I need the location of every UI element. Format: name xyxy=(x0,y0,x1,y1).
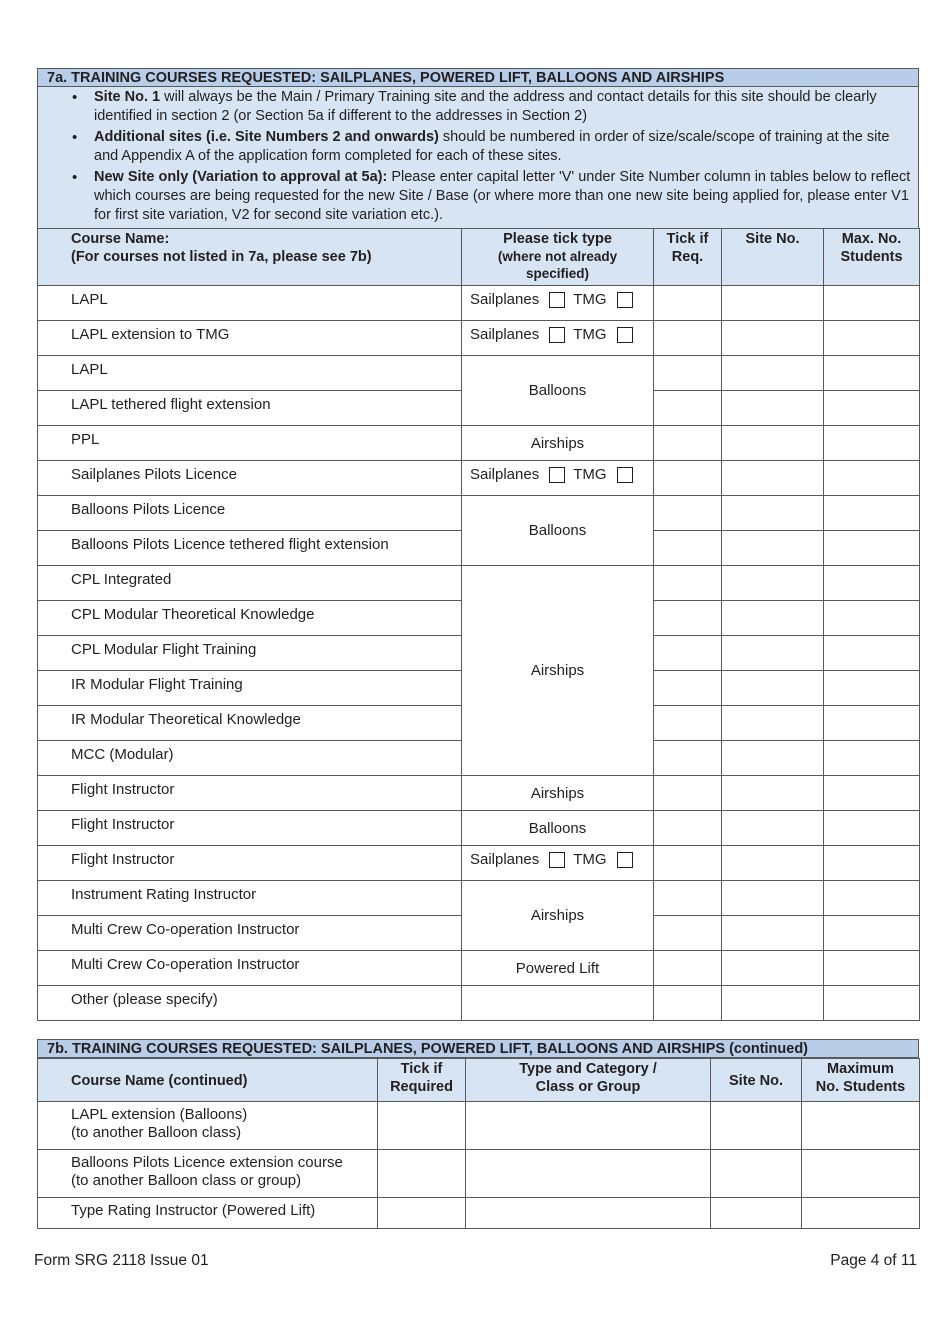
course-name: Instrument Rating Instructor xyxy=(38,881,462,916)
max-students-cell[interactable] xyxy=(824,881,920,916)
tick-cell[interactable] xyxy=(654,461,722,496)
tick-cell[interactable] xyxy=(654,951,722,986)
type-label: Airships xyxy=(462,776,654,811)
site-cell[interactable] xyxy=(722,846,824,881)
tick-cell[interactable] xyxy=(654,566,722,601)
section-7a-notes xyxy=(37,87,919,228)
site-cell[interactable] xyxy=(722,986,824,1021)
max-students-cell[interactable] xyxy=(824,286,920,321)
table-row xyxy=(38,321,920,356)
table-row xyxy=(38,461,920,496)
max-students-cell[interactable] xyxy=(824,426,920,461)
tick-cell[interactable] xyxy=(654,286,722,321)
max-students-header: Max. No. Students xyxy=(824,229,920,286)
course-name: Other (please specify) xyxy=(38,986,462,1021)
tmg-checkbox[interactable] xyxy=(617,292,633,308)
course-name: CPL Modular Theoretical Knowledge xyxy=(38,601,462,636)
max-students-cell[interactable] xyxy=(824,916,920,951)
tick-cell[interactable] xyxy=(654,671,722,706)
course-name: Multi Crew Co-operation Instructor xyxy=(38,916,462,951)
site-cell[interactable] xyxy=(722,426,824,461)
course-name: MCC (Modular) xyxy=(38,741,462,776)
note-site-1: • Site No. 1 will always be the Main / Primary Training site and the address and contact details for this site should be clearly identified in section 2 (or Section 5a if different to the addresses in Section 2) xyxy=(94,88,914,126)
course-name: Sailplanes Pilots Licence xyxy=(38,461,462,496)
type-category-cell[interactable] xyxy=(466,1102,711,1150)
type-options: Sailplanes TMG xyxy=(462,286,654,321)
max-students-cell[interactable] xyxy=(824,391,920,426)
tick-header: Tick if Required xyxy=(378,1059,466,1102)
site-cell[interactable] xyxy=(722,881,824,916)
max-students-cell[interactable] xyxy=(824,531,920,566)
note-new-site: • New Site only (Variation to approval at 5a): Please enter capital letter 'V' under Site Number column in tables below to reflect which courses are being requested for the new Site / Base (or where more than one new site being applied for, please enter V1 for first site variation, V2 for second site variation etc.). xyxy=(94,168,914,225)
type-label: Airships xyxy=(462,566,654,776)
course-name: CPL Integrated xyxy=(38,566,462,601)
type-label: Airships xyxy=(462,426,654,461)
max-students-cell[interactable] xyxy=(824,356,920,391)
site-cell[interactable] xyxy=(711,1102,802,1150)
max-students-cell[interactable] xyxy=(824,671,920,706)
course-name: IR Modular Flight Training xyxy=(38,671,462,706)
site-header: Site No. xyxy=(711,1059,802,1102)
type-category-header: Type and Category / Class or Group xyxy=(466,1059,711,1102)
type-header: Please tick type (where not already specified) xyxy=(462,229,654,286)
tick-cell[interactable] xyxy=(654,531,722,566)
tick-cell[interactable] xyxy=(654,706,722,741)
max-students-cell[interactable] xyxy=(824,846,920,881)
table-row xyxy=(38,881,920,916)
course-name: Balloons Pilots Licence tethered flight extension xyxy=(38,531,462,566)
type-label: Balloons xyxy=(462,356,654,426)
site-cell[interactable] xyxy=(711,1150,802,1198)
type-options: Sailplanes TMG xyxy=(462,321,654,356)
tick-cell[interactable] xyxy=(378,1102,466,1150)
form-id: Form SRG 2118 Issue 01 xyxy=(34,1252,209,1269)
table-row xyxy=(38,846,920,881)
tmg-checkbox[interactable] xyxy=(617,327,633,343)
type-cell[interactable] xyxy=(462,986,654,1021)
course-name: Balloons Pilots Licence extension course (to another Balloon class or group) xyxy=(38,1150,378,1198)
site-cell[interactable] xyxy=(722,671,824,706)
max-students-cell[interactable] xyxy=(802,1150,920,1198)
page-number: Page 4 of 11 xyxy=(830,1252,917,1269)
site-cell[interactable] xyxy=(722,531,824,566)
table-row xyxy=(38,286,920,321)
type-label: Powered Lift xyxy=(462,951,654,986)
max-students-cell[interactable] xyxy=(824,706,920,741)
type-options: Sailplanes TMG xyxy=(462,461,654,496)
table-row xyxy=(38,951,920,986)
course-name: LAPL xyxy=(38,286,462,321)
table-row xyxy=(38,811,920,846)
sailplanes-checkbox[interactable] xyxy=(549,852,565,868)
type-label: Balloons xyxy=(462,496,654,566)
course-name: IR Modular Theoretical Knowledge xyxy=(38,706,462,741)
tick-cell[interactable] xyxy=(654,496,722,531)
table-row xyxy=(38,1198,920,1229)
course-name: Multi Crew Co-operation Instructor xyxy=(38,951,462,986)
tick-cell[interactable] xyxy=(654,776,722,811)
max-students-cell[interactable] xyxy=(824,776,920,811)
site-cell[interactable] xyxy=(722,461,824,496)
table-row xyxy=(38,1150,920,1198)
course-name: Flight Instructor xyxy=(38,811,462,846)
tick-cell[interactable] xyxy=(654,426,722,461)
tick-cell[interactable] xyxy=(654,356,722,391)
course-name: Flight Instructor xyxy=(38,776,462,811)
tmg-checkbox[interactable] xyxy=(617,852,633,868)
site-cell[interactable] xyxy=(722,391,824,426)
table-header xyxy=(38,229,920,286)
max-students-cell[interactable] xyxy=(824,566,920,601)
site-cell[interactable] xyxy=(722,951,824,986)
course-name: CPL Modular Flight Training xyxy=(38,636,462,671)
tick-cell[interactable] xyxy=(654,986,722,1021)
tick-cell[interactable] xyxy=(378,1198,466,1229)
max-students-cell[interactable] xyxy=(824,986,920,1021)
section-7b-title: 7b. TRAINING COURSES REQUESTED: SAILPLANES, POWERED LIFT, BALLOONS AND AIRSHIPS (continued) xyxy=(37,1039,919,1058)
sailplanes-checkbox[interactable] xyxy=(549,467,565,483)
tick-header: Tick if Req. xyxy=(654,229,722,286)
site-cell[interactable] xyxy=(722,916,824,951)
table-row xyxy=(38,496,920,531)
site-cell[interactable] xyxy=(722,741,824,776)
tick-cell[interactable] xyxy=(654,881,722,916)
site-cell[interactable] xyxy=(722,286,824,321)
tick-cell[interactable] xyxy=(654,811,722,846)
site-cell[interactable] xyxy=(722,811,824,846)
section-7b xyxy=(37,1039,919,1229)
site-cell[interactable] xyxy=(722,566,824,601)
site-cell[interactable] xyxy=(722,321,824,356)
site-cell[interactable] xyxy=(722,636,824,671)
course-name: PPL xyxy=(38,426,462,461)
type-category-cell[interactable] xyxy=(466,1198,711,1229)
table-row xyxy=(38,986,920,1021)
table-row xyxy=(38,566,920,601)
max-students-cell[interactable] xyxy=(824,951,920,986)
courses-table-7b xyxy=(37,1058,920,1229)
max-students-cell[interactable] xyxy=(824,496,920,531)
tmg-checkbox[interactable] xyxy=(617,467,633,483)
max-students-cell[interactable] xyxy=(824,741,920,776)
courses-table-7a xyxy=(37,228,920,1021)
course-name: LAPL tethered flight extension xyxy=(38,391,462,426)
max-students-cell[interactable] xyxy=(824,321,920,356)
course-name: LAPL xyxy=(38,356,462,391)
sailplanes-checkbox[interactable] xyxy=(549,292,565,308)
table-row xyxy=(38,426,920,461)
table-header xyxy=(38,1059,920,1102)
course-name: LAPL extension (Balloons) (to another Balloon class) xyxy=(38,1102,378,1150)
table-row xyxy=(38,1102,920,1150)
course-name-header: Course Name: (For courses not listed in 7a, please see 7b) xyxy=(38,229,462,286)
tick-cell[interactable] xyxy=(654,636,722,671)
max-students-cell[interactable] xyxy=(824,601,920,636)
type-options: Sailplanes TMG xyxy=(462,846,654,881)
site-cell[interactable] xyxy=(722,496,824,531)
section-7a xyxy=(37,68,919,1021)
type-label: Airships xyxy=(462,881,654,951)
section-7a-title: 7a. TRAINING COURSES REQUESTED: SAILPLANES, POWERED LIFT, BALLOONS AND AIRSHIPS xyxy=(37,68,919,87)
tick-cell[interactable] xyxy=(654,916,722,951)
sailplanes-checkbox[interactable] xyxy=(549,327,565,343)
tick-cell[interactable] xyxy=(654,391,722,426)
max-students-header: Maximum No. Students xyxy=(802,1059,920,1102)
tick-cell[interactable] xyxy=(378,1150,466,1198)
course-name: Balloons Pilots Licence xyxy=(38,496,462,531)
site-cell[interactable] xyxy=(711,1198,802,1229)
note-additional-sites: • Additional sites (i.e. Site Numbers 2 and onwards) should be numbered in order of size/scale/scope of training at the site and Appendix A of the application form completed for each of these sites. xyxy=(94,128,914,166)
max-students-cell[interactable] xyxy=(824,636,920,671)
course-name: Type Rating Instructor (Powered Lift) xyxy=(38,1198,378,1229)
course-name: LAPL extension to TMG xyxy=(38,321,462,356)
type-label: Balloons xyxy=(462,811,654,846)
max-students-cell[interactable] xyxy=(824,811,920,846)
table-row xyxy=(38,356,920,391)
tick-cell[interactable] xyxy=(654,846,722,881)
table-row xyxy=(38,776,920,811)
site-header: Site No. xyxy=(722,229,824,286)
tick-cell[interactable] xyxy=(654,601,722,636)
tick-cell[interactable] xyxy=(654,741,722,776)
max-students-cell[interactable] xyxy=(802,1198,920,1229)
site-cell[interactable] xyxy=(722,601,824,636)
site-cell[interactable] xyxy=(722,706,824,741)
course-name-header: Course Name (continued) xyxy=(38,1059,378,1102)
tick-cell[interactable] xyxy=(654,321,722,356)
course-name: Flight Instructor xyxy=(38,846,462,881)
type-category-cell[interactable] xyxy=(466,1150,711,1198)
max-students-cell[interactable] xyxy=(802,1102,920,1150)
max-students-cell[interactable] xyxy=(824,461,920,496)
site-cell[interactable] xyxy=(722,356,824,391)
site-cell[interactable] xyxy=(722,776,824,811)
